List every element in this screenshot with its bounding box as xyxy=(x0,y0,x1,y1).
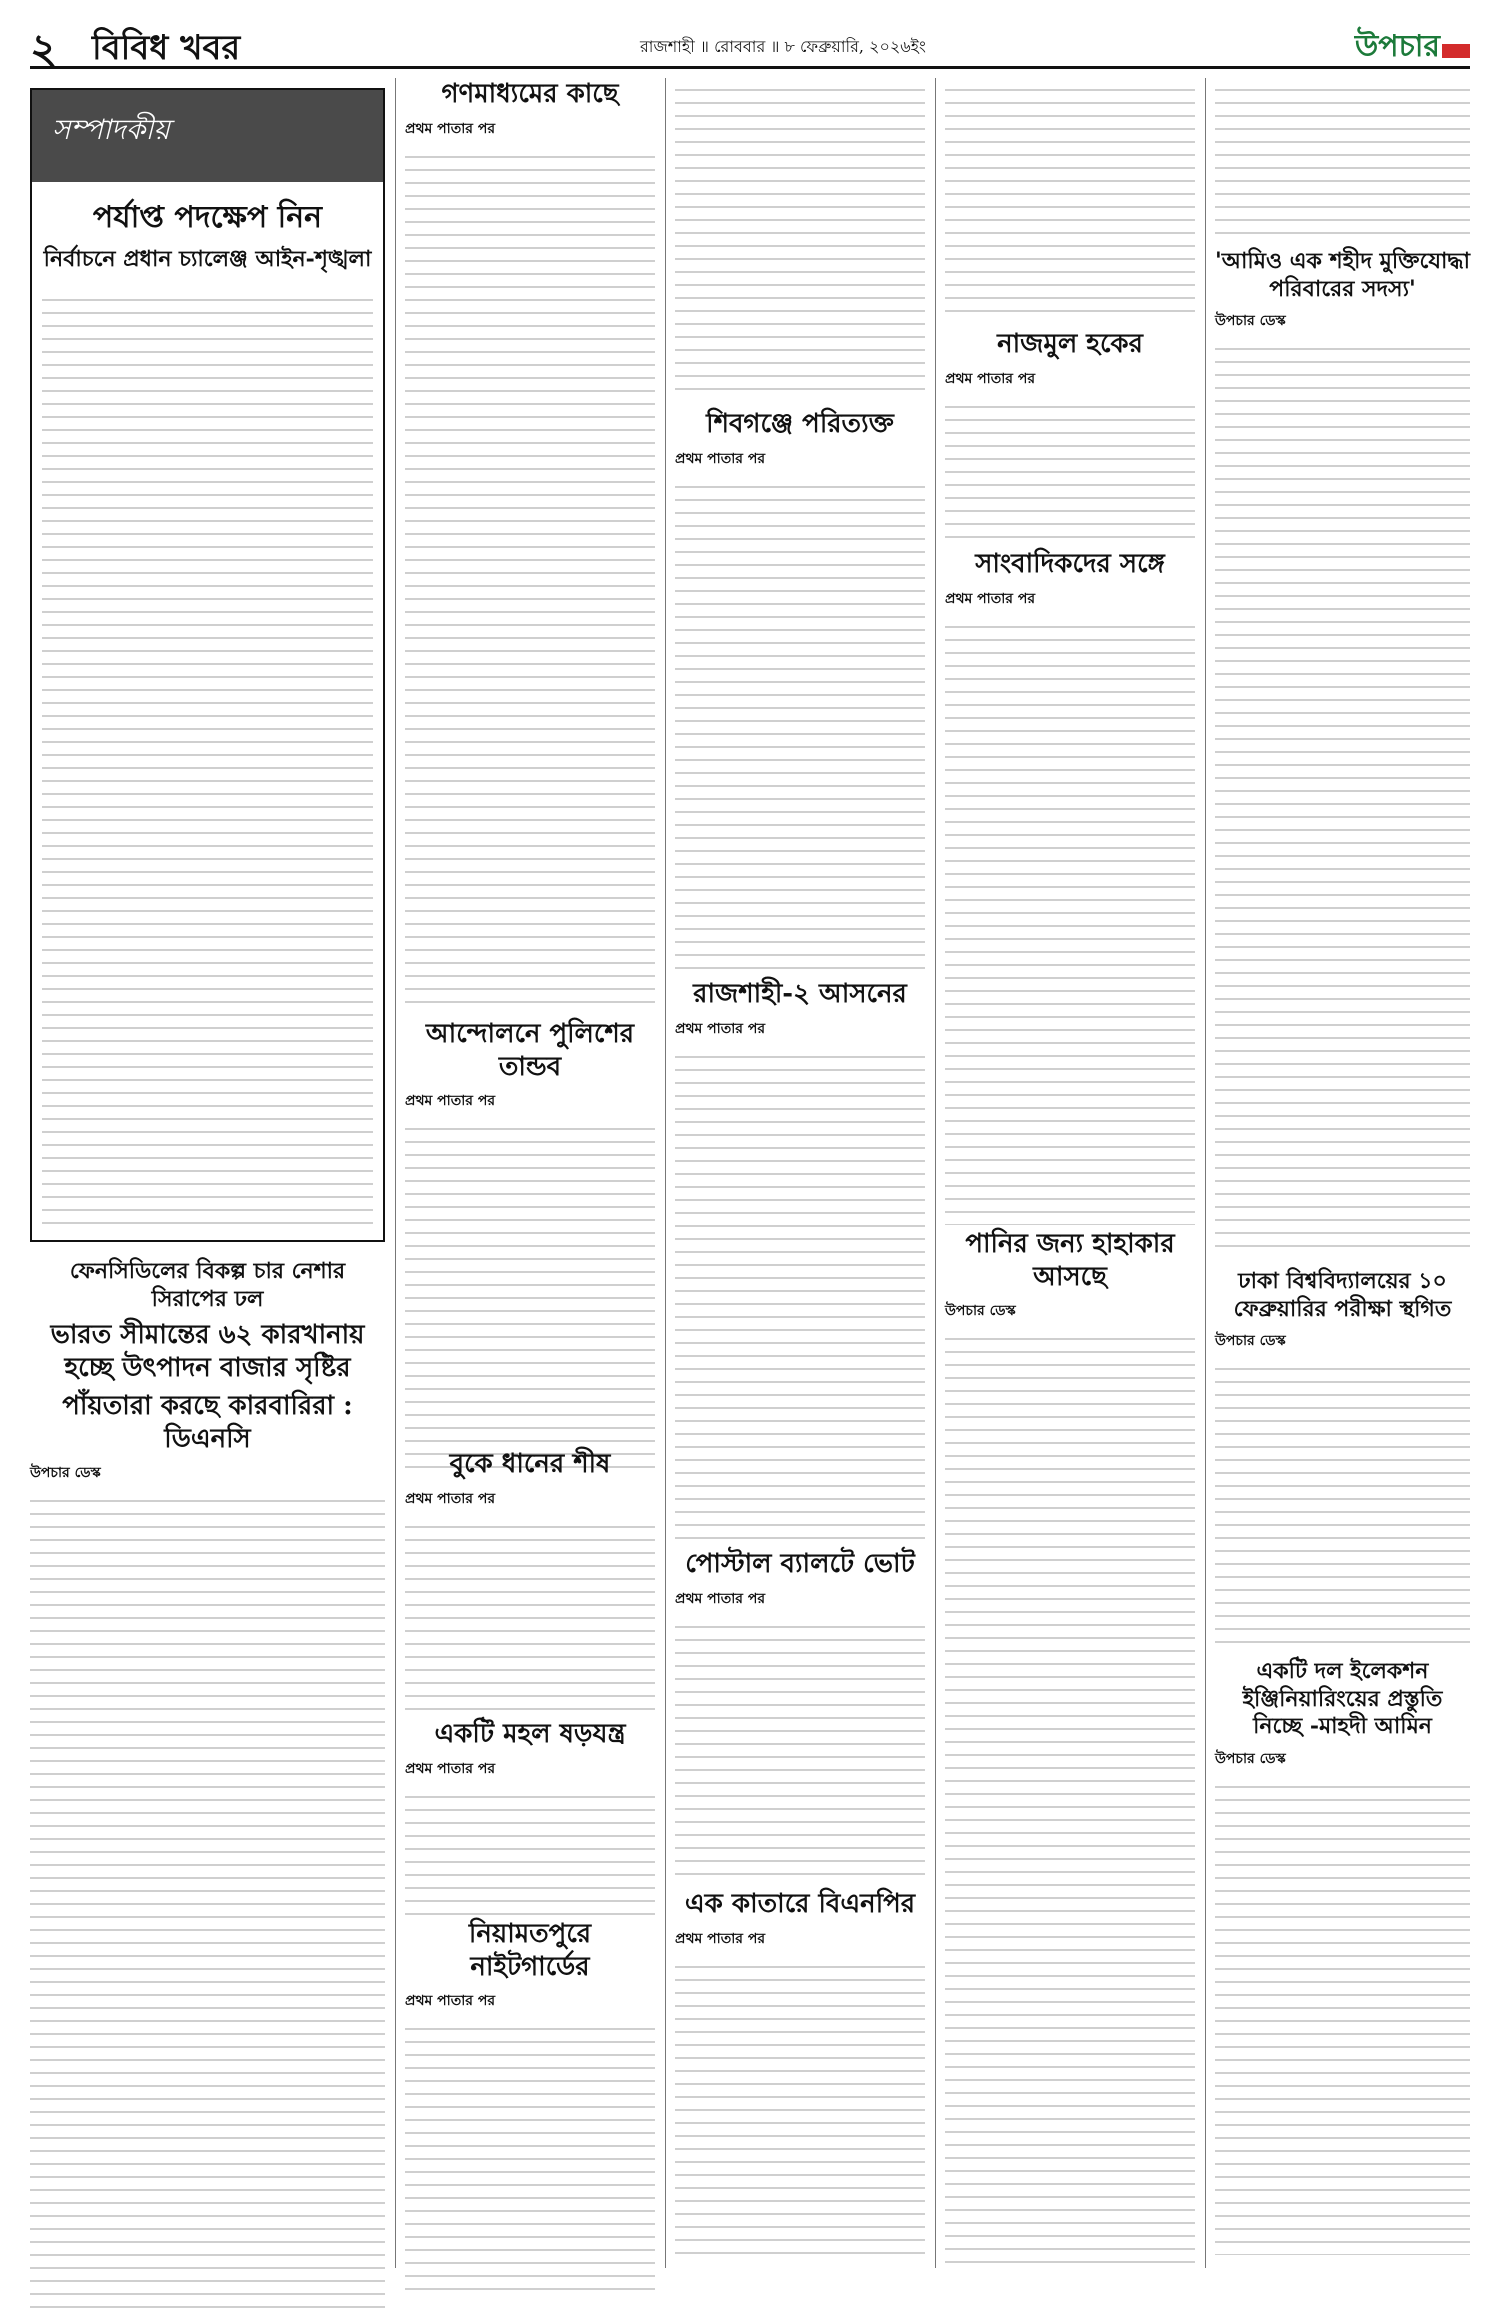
article-headline: নাজমুল হকের xyxy=(997,329,1143,359)
feature-article xyxy=(30,1258,385,2258)
article-byline: উপচার ডেস্ক xyxy=(1215,1750,1286,1767)
article-body xyxy=(675,1615,925,1885)
continued-body xyxy=(945,78,1195,318)
article xyxy=(945,328,1195,538)
page-header xyxy=(30,22,1470,73)
article-byline: প্রথম পাতার পর xyxy=(675,1020,766,1037)
article-byline: প্রথম পাতার পর xyxy=(405,120,496,137)
article xyxy=(405,1448,655,1708)
article-headline: এক কাতারে বিএনপির xyxy=(684,1889,916,1919)
article xyxy=(1215,1268,1470,1648)
page-number: ২ xyxy=(30,24,58,73)
article-byline: প্রথম পাতার পর xyxy=(675,450,766,467)
article-body xyxy=(405,1785,655,1915)
editorial-headline: পর্যাপ্ত পদক্ষেপ নিন xyxy=(92,200,323,235)
continued-body xyxy=(1215,78,1470,238)
column-rule xyxy=(935,78,936,2268)
column-rule xyxy=(395,78,396,2268)
editorial-box xyxy=(30,88,385,1242)
feature-byline: উপচার ডেস্ক xyxy=(30,1465,101,1481)
feature-headline-1: ফেনসিডিলের বিকল্প চার নেশার সিরাপের ঢল xyxy=(69,1258,346,1312)
brand-name: উপচার xyxy=(1354,29,1440,64)
article-headline: বুকে ধানের শীষ xyxy=(449,1449,611,1479)
article xyxy=(405,1918,655,2258)
article-body xyxy=(675,1955,925,2265)
article xyxy=(675,408,925,968)
article-body xyxy=(1215,1775,1470,2255)
column-5 xyxy=(1215,78,1470,2268)
article xyxy=(405,78,655,1008)
feature-body xyxy=(30,1489,385,2309)
feature-headline-2: ভারত সীমান্তের ৬২ কারখানায় হচ্ছে উৎপাদন বাজার সৃষ্টির xyxy=(50,1320,365,1383)
editorial-subhead: নির্বাচনে প্রধান চ্যালেঞ্জ আইন-শৃঙ্খলা xyxy=(43,246,372,272)
article-byline: উপচার ডেস্ক xyxy=(1215,1333,1286,1349)
article-body xyxy=(405,2017,655,2297)
article-headline: আন্দোলনে পুলিশের তান্ডব xyxy=(425,1019,635,1082)
article-body xyxy=(675,475,925,975)
article-byline: উপচার ডেস্ক xyxy=(1215,313,1286,329)
article-body xyxy=(1215,1357,1470,1647)
article-byline: প্রথম পাতার পর xyxy=(405,1993,496,2009)
article-headline: একটি মহল ষড়যন্ত্র xyxy=(434,1719,626,1749)
article-body xyxy=(945,1327,1195,2267)
column-4 xyxy=(945,78,1195,2268)
column-1 xyxy=(30,78,385,2268)
article-headline: পোস্টাল ব্যালটে ভোট xyxy=(685,1549,915,1579)
column-2 xyxy=(405,78,655,2268)
column-3 xyxy=(675,78,925,2268)
article xyxy=(945,1228,1195,2258)
article-headline: শিবগঞ্জে পরিত্যক্ত xyxy=(706,409,894,439)
article-byline: প্রথম পাতার পর xyxy=(675,1590,766,1607)
article-byline: প্রথম পাতার পর xyxy=(405,1490,496,1507)
article-body xyxy=(405,1515,655,1715)
feature-headline-3: পাঁয়তারা করছে কারবারিরা : ডিএনসি xyxy=(62,1391,353,1454)
date-line: রাজশাহী ॥ রোববার ॥ ৮ ফেব্রুয়ারি, ২০২৬ইং xyxy=(640,37,926,56)
editorial-body xyxy=(42,288,373,1228)
brand-mark-icon xyxy=(1442,44,1470,58)
article xyxy=(405,1018,655,1438)
article-byline: প্রথম পাতার পর xyxy=(675,1930,766,1947)
article-headline: ঢাকা বিশ্ববিদ্যালয়ের ১০ ফেব্রুয়ারির পরীক্ষা স্থগিত xyxy=(1233,1268,1452,1322)
article-headline: একটি দল ইলেকশন ইঞ্জিনিয়ারিংয়ের প্রস্তুতি নিচ্ছে -মাহদী আমিন xyxy=(1242,1658,1443,1739)
brand-logo xyxy=(1354,22,1470,64)
article-byline: প্রথম পাতার পর xyxy=(945,590,1036,607)
article-headline: নিয়ামতপুরে নাইটগার্ডের xyxy=(468,1919,592,1982)
article-headline: সাংবাদিকদের সঙ্গে xyxy=(975,549,1165,579)
article xyxy=(675,1888,925,2258)
article-headline: 'আমিও এক শহীদ মুক্তিযোদ্ধা পরিবারের সদস্য' xyxy=(1215,248,1470,302)
article-body xyxy=(945,395,1195,545)
column-rule xyxy=(665,78,666,2268)
column-rule xyxy=(1205,78,1206,2268)
continued-body xyxy=(675,78,925,398)
article xyxy=(675,1548,925,1878)
article-headline: রাজশাহী-২ আসনের xyxy=(693,979,907,1009)
article-byline: প্রথম পাতার পর xyxy=(405,1093,496,1109)
article-byline: উপচার ডেস্ক xyxy=(945,1303,1016,1319)
article-headline: গণমাধ্যমের কাছে xyxy=(441,79,619,109)
article xyxy=(675,978,925,1538)
article-body xyxy=(405,145,655,1005)
article-body xyxy=(945,615,1195,1225)
article-byline: প্রথম পাতার পর xyxy=(945,370,1036,387)
article-body xyxy=(675,1045,925,1545)
article xyxy=(1215,248,1470,1258)
article xyxy=(1215,1658,1470,2258)
article-byline: প্রথম পাতার পর xyxy=(405,1760,496,1777)
article-body xyxy=(405,1117,655,1477)
article-body xyxy=(1215,337,1470,1257)
editorial-banner: সম্পাদকীয় xyxy=(32,90,383,182)
article-headline: পানির জন্য হাহাকার আসছে xyxy=(965,1229,1175,1292)
article xyxy=(405,1718,655,1908)
section-title: বিবিধ খবর xyxy=(92,28,241,68)
article xyxy=(945,548,1195,1218)
